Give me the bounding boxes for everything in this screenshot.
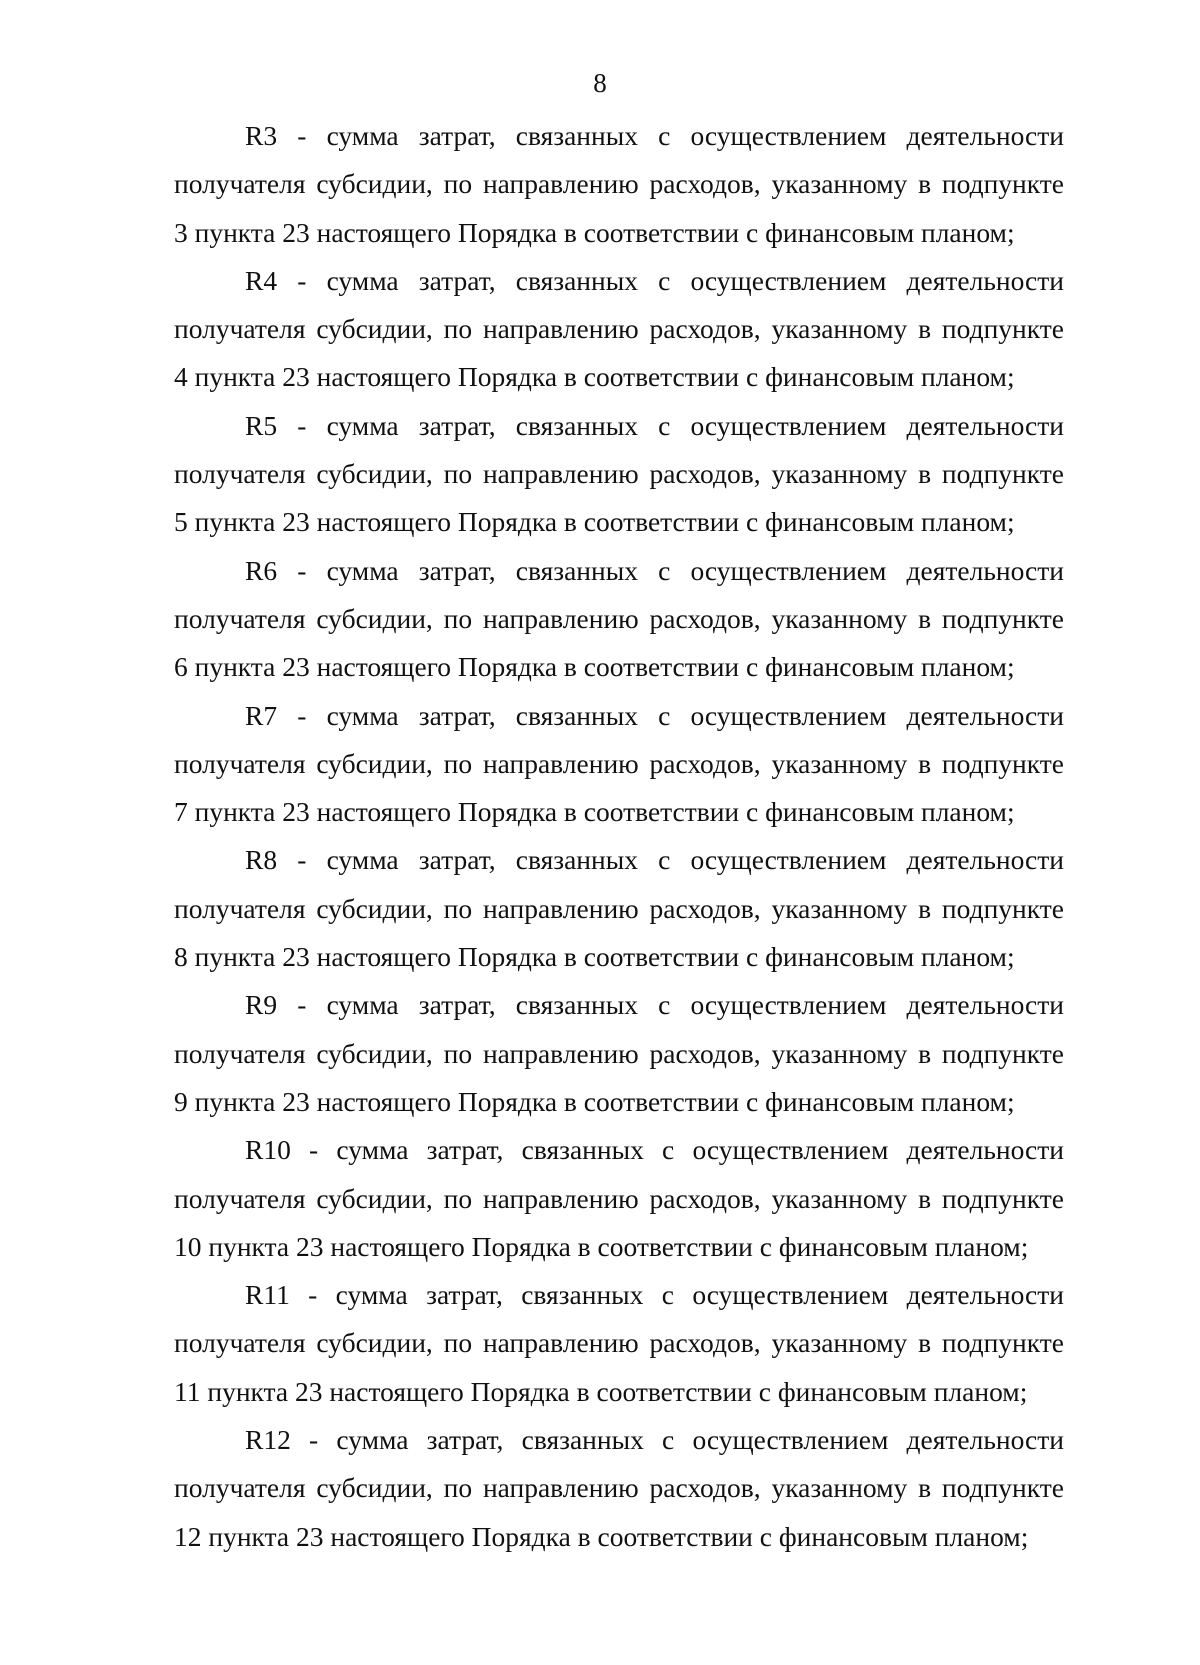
paragraph-line: R10 - сумма затрат, связанных с осуществлением деятельности [245,1134,1064,1166]
paragraph-line: R11 - сумма затрат, связанных с осуществлением деятельности [245,1279,1064,1311]
paragraph-line: получателя субсидии, по направлению расходов, указанному в подпункте [174,313,1064,345]
paragraph-line: 8 пункта 23 настоящего Порядка в соответствии с финансовым планом; [174,941,1015,973]
paragraph-line: получателя субсидии, по направлению расходов, указанному в подпункте [174,1182,1064,1214]
paragraph-line: R7 - сумма затрат, связанных с осуществлением деятельности [245,699,1064,731]
paragraph-line: 9 пункта 23 настоящего Порядка в соответствии с финансовым планом; [174,1085,1015,1117]
paragraph-line: R3 - сумма затрат, связанных с осуществлением деятельности [245,120,1064,151]
paragraph [174,981,1064,1126]
paragraph [174,547,1064,692]
paragraph-line: получателя субсидии, по направлению расходов, указанному в подпункте [174,602,1064,634]
paragraph-line: получателя субсидии, по направлению расходов, указанному в подпункте [174,168,1064,200]
paragraph-line: R4 - сумма затрат, связанных с осуществлением деятельности [245,264,1064,296]
paragraph [174,1416,1064,1561]
paragraph-line: 6 пункта 23 настоящего Порядка в соответствии с финансовым планом; [174,651,1015,683]
paragraph-line: получателя субсидии, по направлению расходов, указанному в подпункте [174,458,1064,490]
paragraph-line: получателя субсидии, по направлению расходов, указанному в подпункте [174,1327,1064,1359]
paragraph-line: получателя субсидии, по направлению расходов, указанному в подпункте [174,892,1064,924]
paragraph-line: 7 пункта 23 настоящего Порядка в соответствии с финансовым планом; [174,796,1015,828]
paragraph-line: получателя субсидии, по направлению расходов, указанному в подпункте [174,1472,1064,1504]
page-number: 8 [593,68,607,98]
paragraph-line: R9 - сумма затрат, связанных с осуществлением деятельности [245,989,1064,1021]
paragraph [174,1271,1064,1416]
paragraph-line: 12 пункта 23 настоящего Порядка в соответствии с финансовым планом; [174,1520,1029,1552]
document-body [174,112,1064,1561]
paragraph [174,836,1064,981]
paragraph-line: R12 - сумма затрат, связанных с осуществлением деятельности [245,1424,1064,1456]
paragraph [174,402,1064,547]
paragraph-line: получателя субсидии, по направлению расходов, указанному в подпункте [174,747,1064,779]
paragraph-line: 4 пункта 23 настоящего Порядка в соответствии с финансовым планом; [174,361,1015,393]
paragraph-line: 3 пункта 23 настоящего Порядка в соответствии с финансовым планом; [174,216,1015,248]
paragraph-line: получателя субсидии, по направлению расходов, указанному в подпункте [174,1037,1064,1069]
paragraph-line: 10 пункта 23 настоящего Порядка в соответствии с финансовым планом; [174,1230,1029,1262]
paragraph-line: R8 - сумма затрат, связанных с осуществлением деятельности [245,844,1064,876]
paragraph [174,692,1064,837]
paragraph-line: R5 - сумма затрат, связанных с осуществлением деятельности [245,409,1064,441]
paragraph-line: R6 - сумма затрат, связанных с осуществлением деятельности [245,554,1064,586]
paragraph-line: 11 пункта 23 настоящего Порядка в соответствии с финансовым планом; [174,1375,1028,1407]
paragraph [174,1126,1064,1271]
paragraph-line: 5 пункта 23 настоящего Порядка в соответствии с финансовым планом; [174,506,1015,538]
paragraph [174,257,1064,402]
paragraph [174,112,1064,257]
